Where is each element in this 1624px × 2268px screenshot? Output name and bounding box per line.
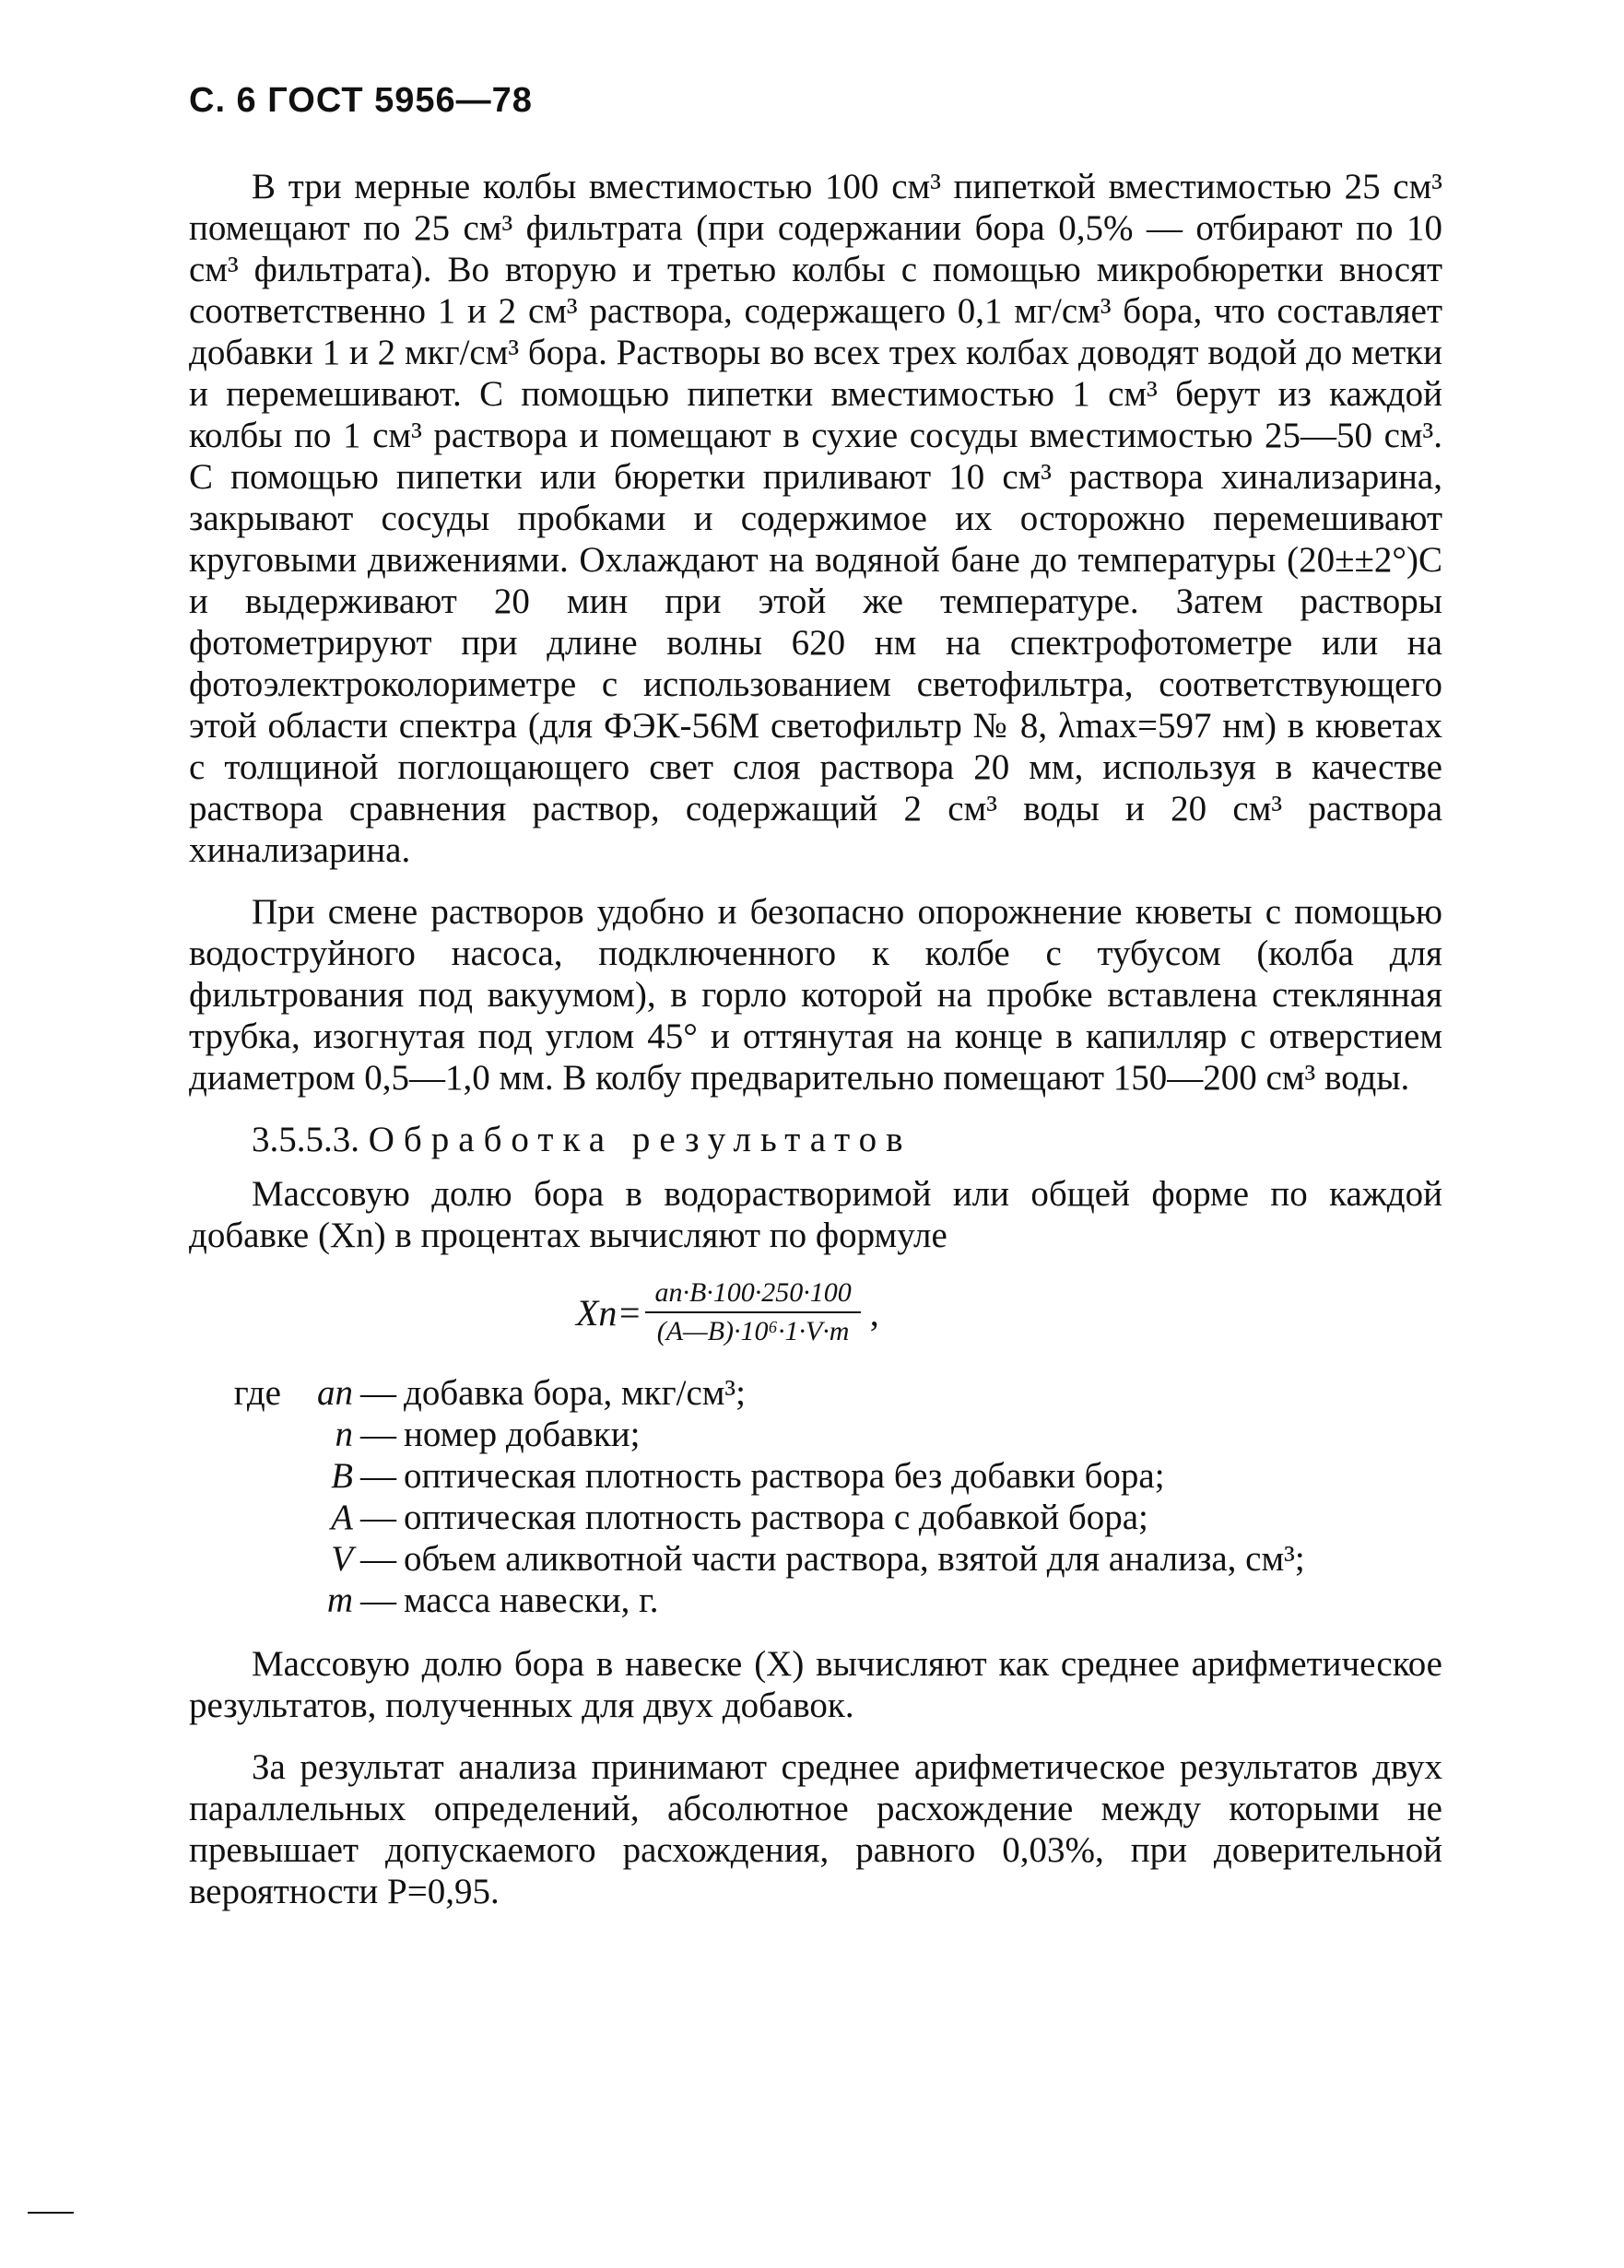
- paragraph-formula-intro: Массовую долю бора в водорастворимой или общей форме по каждой добавке (Xn) в процентах вычисляют по формуле: [189, 1174, 1442, 1255]
- formula-legend: [189, 1372, 1442, 1621]
- legend-description: номер добавки;: [404, 1415, 641, 1454]
- document-body: [189, 166, 1442, 1933]
- legend-symbol: an: [317, 1373, 353, 1413]
- formula-trailing-comma: ,: [869, 1291, 879, 1334]
- legend-row: [189, 1497, 1442, 1538]
- legend-description: объем аликвотной части раствора, взятой для анализа, см³;: [404, 1539, 1305, 1579]
- legend-description: оптическая плотность раствора с добавкой бора;: [404, 1498, 1148, 1537]
- legend-dash: —: [360, 1539, 396, 1579]
- section-title: Обработка результатов: [368, 1120, 912, 1159]
- section-number: 3.5.5.3.: [252, 1120, 359, 1159]
- formula-fraction: [645, 1276, 860, 1348]
- legend-symbol: m: [326, 1581, 353, 1620]
- formula-lhs: Xn=: [576, 1291, 642, 1334]
- legend-dash: —: [360, 1415, 396, 1454]
- legend-description: добавка бора, мкг/см³;: [404, 1373, 746, 1413]
- paragraph-mass-fraction: Массовую долю бора в навеске (X) вычисляют как среднее арифметическое результатов, полученных для двух добавок.: [189, 1644, 1442, 1725]
- legend-row: [189, 1580, 1442, 1621]
- legend-description: масса навески, г.: [404, 1581, 659, 1620]
- legend-dash: —: [360, 1373, 396, 1413]
- section-heading: [189, 1119, 1442, 1160]
- legend-row: [189, 1455, 1442, 1497]
- legend-symbol: A: [331, 1498, 353, 1537]
- page-header: С. 6 ГОСТ 5956—78: [189, 81, 533, 120]
- legend-row: [189, 1538, 1442, 1580]
- legend-dash: —: [360, 1498, 396, 1537]
- legend-symbol: B: [331, 1456, 353, 1496]
- legend-dash: —: [360, 1456, 396, 1496]
- legend-symbol: V: [331, 1539, 353, 1579]
- footer-rule: [28, 2212, 74, 2214]
- legend-description: оптическая плотность раствора без добавки бора;: [404, 1456, 1165, 1496]
- legend-dash: —: [360, 1581, 396, 1620]
- paragraph-cuvette-emptying: При смене растворов удобно и безопасно опорожнение кюветы с помощью водоструйного насоса, подключенного к колбе с тубусом (колба для фильтрования под вакуумом), в горло которой на пробке вставлена стеклянная трубка, изогнутая под углом 45° и оттянутая на конце в капилляр с отверстием диаметром 0,5—1,0 мм. В колбу предварительно помещают 150—200 см³ воды.: [189, 892, 1442, 1098]
- paragraph-procedure: В три мерные колбы вместимостью 100 см³ пипеткой вместимостью 25 см³ помещают по 25 см³ фильтрата (при содержании бора 0,5% — отбирают по 10 см³ фильтрата). Во вторую и третью колбы с помощью микробюретки вносят соответственно 1 и 2 см³ раствора, содержащего 0,1 мг/см³ бора, что составляет добавки 1 и 2 мкг/см³ бора. Растворы во всех трех колбах доводят водой до метки и перемешивают. С помощью пипетки вместимостью 1 см³ берут из каждой колбы по 1 см³ раствора и помещают в сухие сосуды вместимостью 25—50 см³. С помощью пипетки или бюретки приливают 10 см³ раствора хинализарина, закрывают сосуды пробками и содержимое их осторожно перемешивают круговыми движениями. Охлаждают на водяной бане до температуры (20±±2°)С и выдерживают 20 мин при этой же температуре. Затем растворы фотометрируют при длине волны 620 нм на спектрофотометре или на фотоэлектроколориметре с использованием светофильтра, соответствующего этой области спектра (для ФЭК-56М светофильтр № 8, λmax=597 нм) в кюветах с толщиной поглощающего свет слоя раствора 20 мм, используя в качестве раствора сравнения раствор, содержащий 2 см³ воды и 20 см³ раствора хинализарина.: [189, 167, 1442, 870]
- legend-row: [189, 1414, 1442, 1455]
- formula: [189, 1276, 1442, 1348]
- legend-row: [189, 1372, 1442, 1414]
- formula-numerator: an·B·100·250·100: [645, 1276, 860, 1313]
- legend-lead: где: [233, 1373, 281, 1413]
- formula-denominator: (A—B)·10⁶·1·V·m: [656, 1316, 850, 1346]
- legend-symbol: n: [335, 1415, 353, 1454]
- paragraph-result: За результат анализа принимают среднее арифметическое результатов двух параллельных определений, абсолютное расхождение между которыми не превышает допускаемого расхождения, равного 0,03%, при доверительной вероятности P=0,95.: [189, 1747, 1442, 1911]
